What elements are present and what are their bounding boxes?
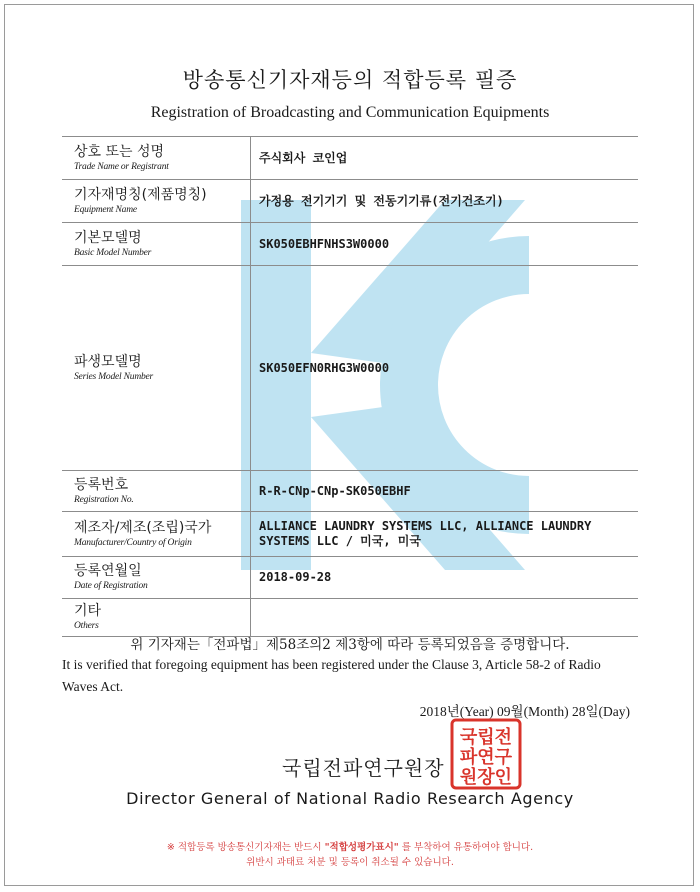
field-label-korean: 상호 또는 성명: [74, 143, 165, 160]
issue-date: 2018년(Year) 09월(Month) 28일(Day): [419, 704, 630, 719]
table-row: [62, 137, 638, 180]
field-label: [62, 223, 251, 266]
svg-text:국립전: 국립전: [459, 727, 513, 748]
certificate-title-english: Registration of Broadcasting and Communication Equipments: [150, 104, 550, 121]
field-label-korean: 파생모델명: [74, 353, 142, 370]
table-row: [62, 266, 638, 471]
official-seal-icon: [449, 717, 523, 791]
verification-statement-korean: 위 기자재는「전파법」제58조의2 제3항에 따라 등록되었음을 증명합니다.: [130, 637, 570, 653]
field-label-korean: 제조자/제조(조립)국가: [74, 519, 212, 536]
table-row: [62, 557, 638, 599]
field-label-korean: 등록번호: [74, 476, 129, 493]
field-label-english: Series Model Number: [74, 371, 154, 382]
field-label-english: Manufacturer/Country of Origin: [74, 537, 192, 548]
certificate-title-korean: 방송통신기자재등의 적합등록 필증: [182, 68, 518, 92]
field-label: [62, 137, 251, 180]
field-label-english: Registration No.: [74, 494, 134, 505]
table-row: [62, 599, 638, 637]
field-label: [62, 599, 251, 637]
others-value: [251, 599, 639, 637]
field-label-english: Basic Model Number: [74, 247, 152, 258]
notice-line-1: [0, 840, 700, 855]
table-row: [62, 180, 638, 223]
field-label-korean: 기본모델명: [74, 229, 142, 246]
field-label: [62, 557, 251, 599]
compliance-notice: [0, 840, 700, 870]
table-row: [62, 223, 638, 266]
registration-number-value: R-R-CNp-CNp-SK050EBHF: [251, 471, 639, 512]
field-label-english: Others: [74, 621, 99, 631]
table-row: [62, 512, 638, 557]
equipment-name-value: 가정용 전기기기 및 전동기기류(전기건조기): [251, 180, 639, 223]
table-row: [62, 471, 638, 512]
notice-text: 를 부착하여 유통하여야 합니다.: [401, 842, 534, 853]
field-label: [62, 266, 251, 471]
field-label-korean: 기타: [74, 603, 102, 619]
notice-line-2: 위반시 과태료 처분 및 등록이 취소될 수 있습니다.: [246, 857, 454, 868]
verification-statement-english: It is verified that foregoing equipment has been registered under the Clause 3, Article 58-2 of Radio Waves Act.: [62, 657, 601, 694]
trade-name-value: 주식회사 코인업: [251, 137, 639, 180]
field-label-english: Trade Name or Registrant: [74, 161, 169, 172]
field-label: [62, 512, 251, 557]
basic-model-value: SK050EBHFNHS3W0000: [251, 223, 639, 266]
svg-text:원장인: 원장인: [459, 767, 513, 788]
notice-highlight: "적합성평가표시": [324, 842, 399, 853]
manufacturer-value: ALLIANCE LAUNDRY SYSTEMS LLC, ALLIANCE LAUNDRY SYSTEMS LLC / 미국, 미국: [251, 512, 639, 557]
issuer-title-korean: 국립전파연구원장: [282, 756, 445, 780]
field-label: [62, 180, 251, 223]
registration-date-value: 2018-09-28: [251, 557, 639, 599]
field-label: [62, 471, 251, 512]
field-label-english: Equipment Name: [74, 204, 137, 215]
field-label-korean: 등록연월일: [74, 563, 142, 579]
issuer-title-english: Director General of National Radio Research Agency: [126, 789, 574, 808]
field-label-english: Date of Registration: [74, 581, 148, 591]
field-label-korean: 기자재명칭(제품명칭): [74, 186, 207, 203]
registration-table: [62, 136, 638, 637]
notice-text: ※ 적합등록 방송통신기자재는 반드시: [166, 842, 322, 853]
series-model-value: SK050EFN0RHG3W0000: [251, 266, 639, 471]
svg-text:파연구: 파연구: [459, 747, 513, 768]
